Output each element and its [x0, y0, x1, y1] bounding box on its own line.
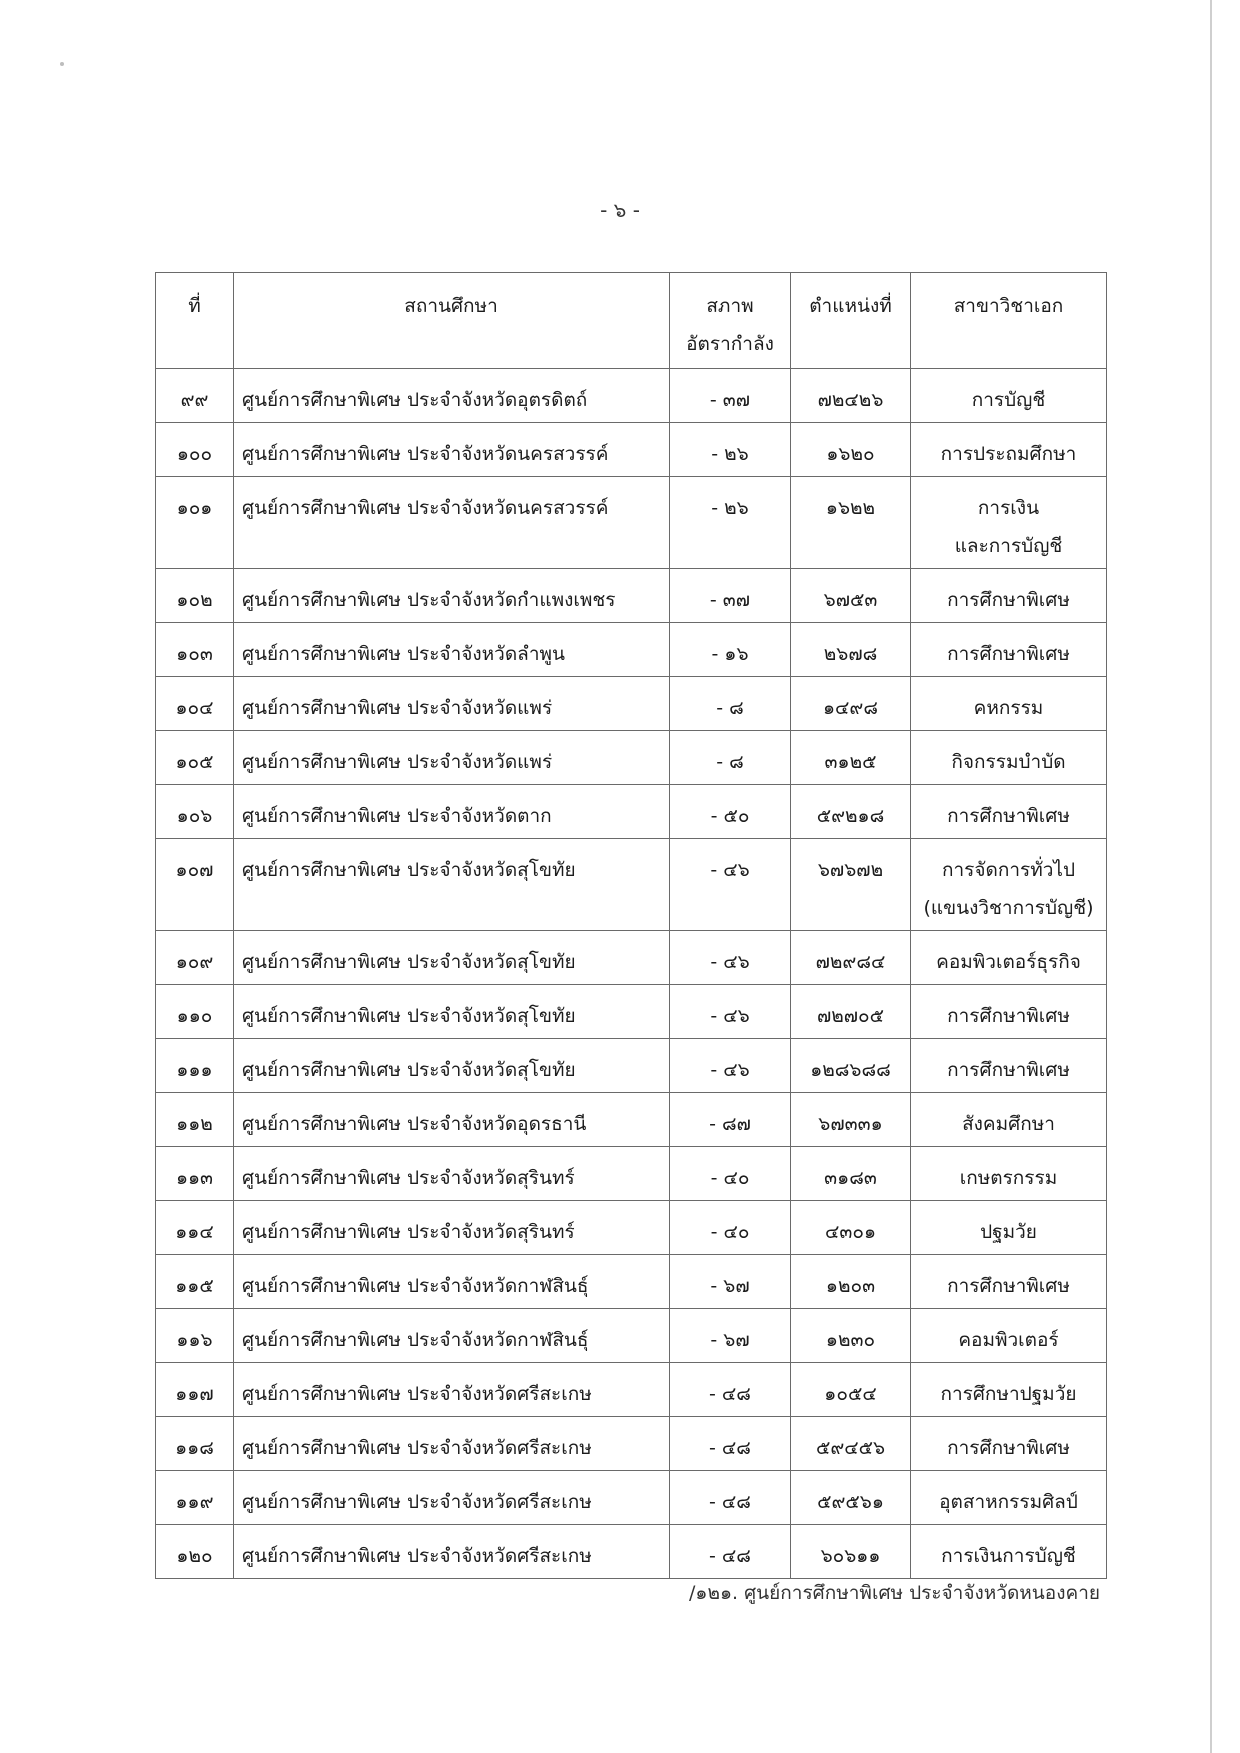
major-line1: การศึกษาพิเศษ: [947, 1437, 1070, 1459]
cell-major: [911, 569, 1107, 623]
cell-institution: ศูนย์การศึกษาพิเศษ ประจำจังหวัดแพร่: [234, 677, 670, 731]
cell-no: ๙๙: [156, 369, 234, 423]
table-row: [156, 369, 1107, 423]
major-line1: คหกรรม: [973, 697, 1044, 719]
cell-major: [911, 1471, 1107, 1525]
major-line1: การศึกษาพิเศษ: [947, 643, 1070, 665]
table-row: [156, 1147, 1107, 1201]
cell-major: [911, 1093, 1107, 1147]
cell-status: - ๔๘: [670, 1363, 791, 1417]
cell-status: - ๔๖: [670, 985, 791, 1039]
cell-major: [911, 1255, 1107, 1309]
major-line1: กิจกรรมบำบัด: [951, 751, 1066, 773]
cell-major: [911, 931, 1107, 985]
cell-institution: ศูนย์การศึกษาพิเศษ ประจำจังหวัดสุโขทัย: [234, 839, 670, 931]
cell-status: - ๔๖: [670, 1039, 791, 1093]
cell-institution: ศูนย์การศึกษาพิเศษ ประจำจังหวัดกำแพงเพชร: [234, 569, 670, 623]
major-line1: การประถมศึกษา: [940, 443, 1077, 465]
cell-institution: ศูนย์การศึกษาพิเศษ ประจำจังหวัดกาฬสินธุ์: [234, 1255, 670, 1309]
cell-position: ๗๒๗๐๕: [791, 985, 911, 1039]
cell-position: ๑๔๙๘: [791, 677, 911, 731]
cell-no: ๑๐๗: [156, 839, 234, 931]
cell-no: ๑๐๕: [156, 731, 234, 785]
cell-position: ๑๖๒๒: [791, 477, 911, 569]
major-line2: (แขนงวิชาการบัญชี): [923, 897, 1094, 919]
cell-status: - ๔๖: [670, 839, 791, 931]
major-line1: อุตสาหกรรมศิลป์: [939, 1491, 1078, 1513]
cell-institution: ศูนย์การศึกษาพิเศษ ประจำจังหวัดกาฬสินธุ์: [234, 1309, 670, 1363]
cell-status: - ๖๗: [670, 1309, 791, 1363]
cell-major: [911, 1309, 1107, 1363]
table-row: [156, 623, 1107, 677]
cell-no: ๑๒๐: [156, 1525, 234, 1579]
cell-no: ๑๐๐: [156, 423, 234, 477]
vacancy-table: [155, 272, 1107, 1579]
major-line2: และการบัญชี: [954, 535, 1063, 557]
cell-major: [911, 1201, 1107, 1255]
cell-major: [911, 1363, 1107, 1417]
cell-status: - ๔๘: [670, 1417, 791, 1471]
cell-status: - ๓๗: [670, 369, 791, 423]
header-status-line1: สภาพ: [706, 295, 754, 317]
table-row: [156, 839, 1107, 931]
cell-institution: ศูนย์การศึกษาพิเศษ ประจำจังหวัดศรีสะเกษ: [234, 1471, 670, 1525]
cell-status: - ๘: [670, 731, 791, 785]
major-line1: การศึกษาปฐมวัย: [940, 1383, 1077, 1405]
cell-no: ๑๐๔: [156, 677, 234, 731]
major-line1: การบัญชี: [971, 389, 1046, 411]
cell-major: [911, 1147, 1107, 1201]
table-row: [156, 1309, 1107, 1363]
cell-no: ๑๑๔: [156, 1201, 234, 1255]
cell-major: [911, 1039, 1107, 1093]
table-row: [156, 423, 1107, 477]
table-row: [156, 1417, 1107, 1471]
cell-no: ๑๑๙: [156, 1471, 234, 1525]
table-row: [156, 569, 1107, 623]
cell-no: ๑๐๖: [156, 785, 234, 839]
cell-status: - ๔๘: [670, 1525, 791, 1579]
cell-major: [911, 785, 1107, 839]
cell-position: ๕๙๕๖๑: [791, 1471, 911, 1525]
cell-status: - ๕๐: [670, 785, 791, 839]
cell-status: - ๘๗: [670, 1093, 791, 1147]
cell-position: ๓๑๘๓: [791, 1147, 911, 1201]
table-row: [156, 931, 1107, 985]
page-number: - ๖ -: [600, 198, 640, 222]
cell-status: - ๑๖: [670, 623, 791, 677]
header-no: ที่: [156, 273, 234, 369]
cell-major: [911, 1417, 1107, 1471]
cell-position: ๖๗๓๓๑: [791, 1093, 911, 1147]
cell-position: ๖๐๖๑๑: [791, 1525, 911, 1579]
cell-institution: ศูนย์การศึกษาพิเศษ ประจำจังหวัดลำพูน: [234, 623, 670, 677]
cell-position: ๕๙๔๕๖: [791, 1417, 911, 1471]
table-header-row: [156, 273, 1107, 369]
table-row: [156, 1471, 1107, 1525]
major-line1: การจัดการทั่วไป: [941, 859, 1076, 881]
cell-status: - ๔๐: [670, 1147, 791, 1201]
header-status-line2: อัตรากำลัง: [686, 333, 774, 355]
cell-major: [911, 423, 1107, 477]
cell-institution: ศูนย์การศึกษาพิเศษ ประจำจังหวัดศรีสะเกษ: [234, 1417, 670, 1471]
cell-position: ๑๒๓๐: [791, 1309, 911, 1363]
major-line1: การศึกษาพิเศษ: [947, 1275, 1070, 1297]
cell-no: ๑๑๘: [156, 1417, 234, 1471]
table-row: [156, 477, 1107, 569]
cell-no: ๑๑๑: [156, 1039, 234, 1093]
major-line1: คอมพิวเตอร์ธุรกิจ: [936, 951, 1081, 973]
cell-institution: ศูนย์การศึกษาพิเศษ ประจำจังหวัดอุตรดิตถ์: [234, 369, 670, 423]
cell-status: - ๔๖: [670, 931, 791, 985]
major-line1: การเงินการบัญชี: [941, 1545, 1076, 1567]
cell-no: ๑๐๓: [156, 623, 234, 677]
major-line1: คอมพิวเตอร์: [958, 1329, 1059, 1351]
table-row: [156, 677, 1107, 731]
cell-position: ๒๖๗๘: [791, 623, 911, 677]
cell-no: ๑๑๖: [156, 1309, 234, 1363]
table-body: [156, 369, 1107, 1579]
header-major: สาขาวิชาเอก: [911, 273, 1107, 369]
cell-position: ๓๑๒๕: [791, 731, 911, 785]
cell-major: [911, 477, 1107, 569]
table-row: [156, 985, 1107, 1039]
major-line1: การศึกษาพิเศษ: [947, 1059, 1070, 1081]
cell-institution: ศูนย์การศึกษาพิเศษ ประจำจังหวัดตาก: [234, 785, 670, 839]
cell-institution: ศูนย์การศึกษาพิเศษ ประจำจังหวัดแพร่: [234, 731, 670, 785]
header-institution: สถานศึกษา: [234, 273, 670, 369]
cell-status: - ๓๗: [670, 569, 791, 623]
cell-position: ๔๓๐๑: [791, 1201, 911, 1255]
cell-no: ๑๑๓: [156, 1147, 234, 1201]
cell-major: [911, 369, 1107, 423]
cell-major: [911, 839, 1107, 931]
continuation-note: /๑๒๑. ศูนย์การศึกษาพิเศษ ประจำจังหวัดหนองคาย: [688, 1582, 1100, 1604]
major-line1: ปฐมวัย: [980, 1221, 1037, 1243]
cell-position: ๑๖๒๐: [791, 423, 911, 477]
cell-major: [911, 731, 1107, 785]
cell-institution: ศูนย์การศึกษาพิเศษ ประจำจังหวัดนครสวรรค์: [234, 423, 670, 477]
major-line1: การเงิน: [977, 497, 1040, 519]
cell-institution: ศูนย์การศึกษาพิเศษ ประจำจังหวัดสุโขทัย: [234, 931, 670, 985]
cell-no: ๑๑๗: [156, 1363, 234, 1417]
cell-position: ๑๒๐๓: [791, 1255, 911, 1309]
table-row: [156, 1525, 1107, 1579]
cell-no: ๑๑๐: [156, 985, 234, 1039]
cell-institution: ศูนย์การศึกษาพิเศษ ประจำจังหวัดอุดรธานี: [234, 1093, 670, 1147]
cell-no: ๑๐๑: [156, 477, 234, 569]
header-status: [670, 273, 791, 369]
major-line1: เกษตรกรรม: [959, 1167, 1058, 1189]
cell-position: ๗๒๙๘๔: [791, 931, 911, 985]
scan-speck: [60, 62, 64, 66]
cell-major: [911, 1525, 1107, 1579]
cell-institution: ศูนย์การศึกษาพิเศษ ประจำจังหวัดสุรินทร์: [234, 1147, 670, 1201]
cell-institution: ศูนย์การศึกษาพิเศษ ประจำจังหวัดสุรินทร์: [234, 1201, 670, 1255]
cell-institution: ศูนย์การศึกษาพิเศษ ประจำจังหวัดสุโขทัย: [234, 985, 670, 1039]
table-row: [156, 785, 1107, 839]
cell-institution: ศูนย์การศึกษาพิเศษ ประจำจังหวัดศรีสะเกษ: [234, 1525, 670, 1579]
cell-no: ๑๑๒: [156, 1093, 234, 1147]
major-line1: การศึกษาพิเศษ: [947, 589, 1070, 611]
major-line1: การศึกษาพิเศษ: [947, 1005, 1070, 1027]
cell-no: ๑๐๙: [156, 931, 234, 985]
cell-no: ๑๑๕: [156, 1255, 234, 1309]
cell-status: - ๒๖: [670, 477, 791, 569]
cell-status: - ๘: [670, 677, 791, 731]
header-position: ตำแหน่งที่: [791, 273, 911, 369]
table-row: [156, 1255, 1107, 1309]
cell-status: - ๒๖: [670, 423, 791, 477]
cell-major: [911, 623, 1107, 677]
cell-major: [911, 677, 1107, 731]
table-row: [156, 1363, 1107, 1417]
cell-status: - ๖๗: [670, 1255, 791, 1309]
scan-edge-line: [1210, 0, 1212, 1753]
cell-institution: ศูนย์การศึกษาพิเศษ ประจำจังหวัดนครสวรรค์: [234, 477, 670, 569]
cell-position: ๑๒๘๖๘๘: [791, 1039, 911, 1093]
major-line1: สังคมศึกษา: [962, 1113, 1055, 1135]
major-line1: การศึกษาพิเศษ: [947, 805, 1070, 827]
table-row: [156, 1201, 1107, 1255]
cell-position: ๕๙๒๑๘: [791, 785, 911, 839]
table-row: [156, 1039, 1107, 1093]
cell-major: [911, 985, 1107, 1039]
cell-no: ๑๐๒: [156, 569, 234, 623]
cell-position: ๑๐๕๔: [791, 1363, 911, 1417]
cell-position: ๗๒๔๒๖: [791, 369, 911, 423]
table-row: [156, 1093, 1107, 1147]
cell-status: - ๔๐: [670, 1201, 791, 1255]
table-row: [156, 731, 1107, 785]
cell-status: - ๔๘: [670, 1471, 791, 1525]
cell-position: ๖๗๖๗๒: [791, 839, 911, 931]
cell-institution: ศูนย์การศึกษาพิเศษ ประจำจังหวัดศรีสะเกษ: [234, 1363, 670, 1417]
cell-position: ๖๗๕๓: [791, 569, 911, 623]
cell-institution: ศูนย์การศึกษาพิเศษ ประจำจังหวัดสุโขทัย: [234, 1039, 670, 1093]
